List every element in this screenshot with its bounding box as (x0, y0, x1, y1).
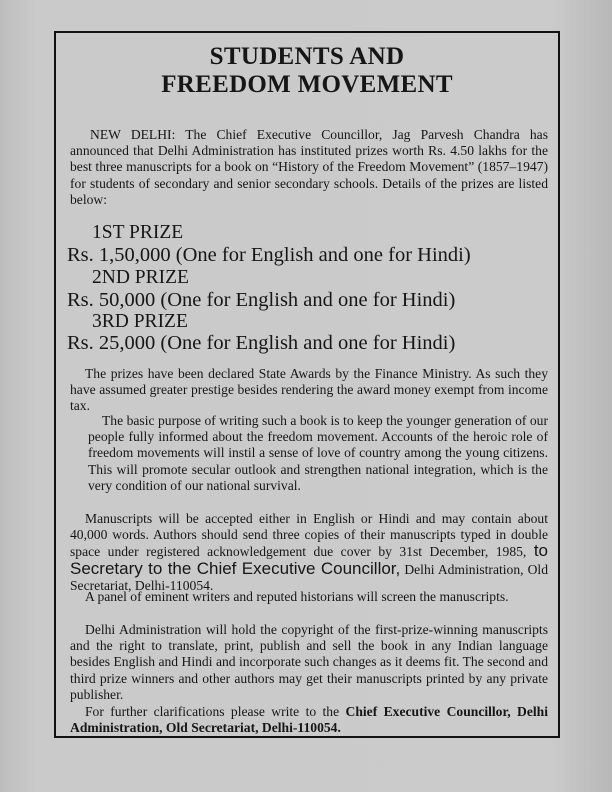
manuscripts-text: Manuscripts will be accepted either in English or Hindi and may contain about 40,000 words. Authors should send three copies of their manuscripts typed in double space under registered acknowledgement due cover by 31st December, 1985, (70, 511, 548, 560)
further-text: For further clarifications please write to the (85, 704, 340, 719)
panel-paragraph: A panel of eminent writers and reputed historians will screen the manuscripts. (85, 589, 509, 604)
purpose-paragraph: The basic purpose of writing such a book is to keep the younger generation of our people fully informed about the freedom movement. Accounts of the heroic role of freedom movements will instil a sense of love of country among the young citizens. This will promote secular outlook and strengthen national integration, which is the very condition of our national survival. (88, 413, 548, 493)
title-line-2: FREEDOM MOVEMENT (161, 71, 453, 98)
manuscripts-address-heading: to Secretary to the Chief Executive Councillor, (70, 541, 548, 578)
manuscripts-address: Delhi Administration, Old Secretariat, Delhi-110054. (70, 561, 548, 593)
awards-paragraph: The prizes have been declared State Awards by the Finance Ministry. As such they have assumed greater prestige besides rendering the award money exempt from income tax. (70, 366, 548, 414)
copyright-paragraph: Delhi Administration will hold the copyright of the first-prize-winning manuscripts and the right to translate, print, publish and sell the book in any Indian language besides English and Hindi and incorporate such changes as it deems fit. The second and third prize winners and other authors may get their manuscripts printed by any private publisher. (70, 622, 548, 702)
contact-address: Chief Executive Councillor, Delhi Administration, Old Secretariat, Delhi-110054. (70, 704, 548, 736)
prize-3-amount: Rs. 25,000 (One for English and one for Hindi) (67, 332, 456, 354)
notice-box (54, 31, 560, 738)
title-line-1: STUDENTS AND (209, 43, 405, 70)
intro-paragraph: NEW DELHI: The Chief Executive Councillor, Jag Parvesh Chandra has announced that Delhi Administration has instituted prizes worth Rs. 4.50 lakhs for the best three manuscripts for a book on “History of the Freedom Movement” (1857–1947) for students of secondary and senior secondary schools. Details of the prizes are listed below: (70, 127, 548, 207)
prize-2-label: 2ND PRIZE (92, 267, 189, 288)
prize-3-label: 3RD PRIZE (92, 311, 188, 332)
further-paragraph (70, 704, 548, 736)
prize-1-label: 1ST PRIZE (92, 222, 184, 243)
manuscripts-paragraph (70, 511, 548, 594)
prize-2-amount: Rs. 50,000 (One for English and one for Hindi) (67, 289, 456, 311)
prize-1-amount: Rs. 1,50,000 (One for English and one for Hindi) (67, 244, 471, 266)
